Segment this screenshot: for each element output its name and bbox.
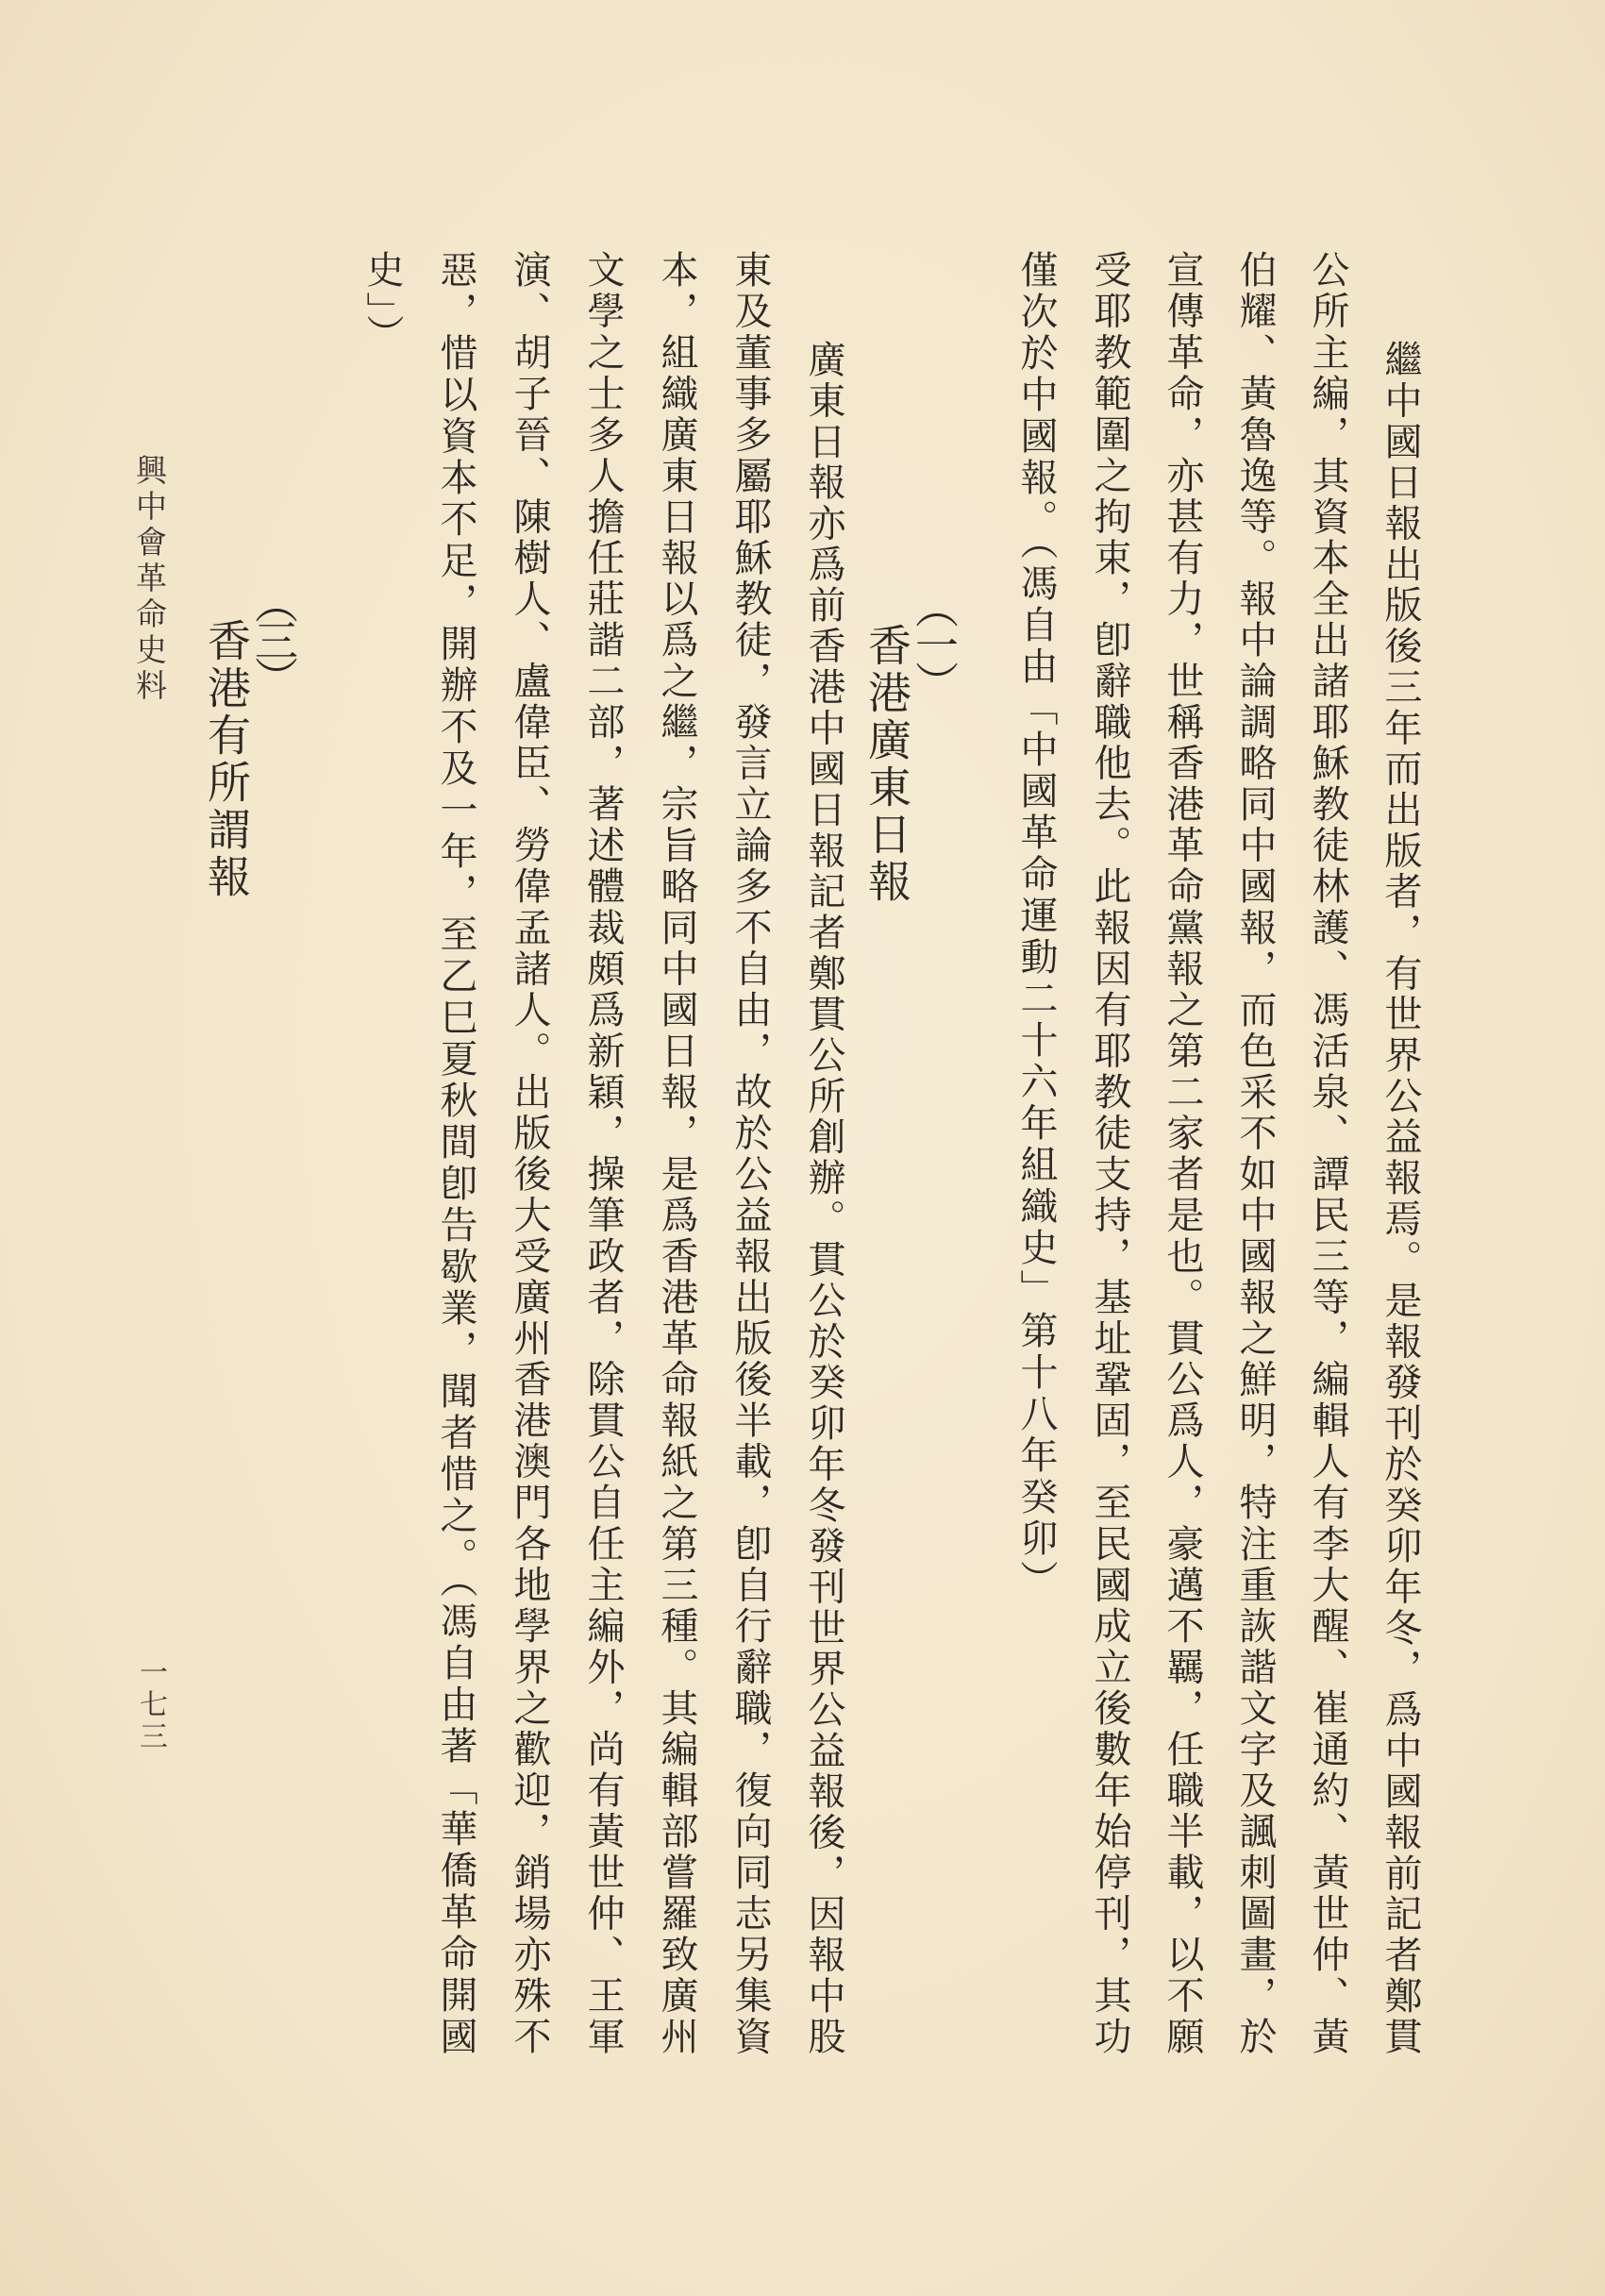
text-column: 史」） — [360, 250, 404, 356]
text-column: 惡，惜以資本不足，開辦不及一年，至乙巳夏秋間卽告歇業，聞者惜之。（馮自由著「華僑革命開國 — [434, 250, 477, 2054]
page-number: 一七三 — [134, 1657, 167, 1753]
section-number: （三） — [248, 580, 299, 694]
running-title: 興中會革命史料 — [131, 454, 168, 705]
section-heading — [201, 580, 299, 901]
text-column: 東及董事多屬耶穌教徒，發言立論多不自由，故於公益報出版後半載，卽自行辭職，復向同志另集資 — [728, 250, 772, 2054]
text-column: 演、胡子晉、陳樹人、盧偉臣、勞偉孟諸人。出版後大受廣州香港澳門各地學界之歡迎，銷場亦殊不 — [508, 250, 551, 2054]
text-column: 文學之士多人擔任莊諧二部，著述體裁頗爲新穎，操筆政者，除貫公自任主編外，尚有黃世仲、王軍 — [581, 250, 625, 2054]
section-number: （一） — [909, 585, 960, 698]
section-title: 香港廣東日報 — [861, 623, 912, 906]
text-column: 僅次於中國報。（馮自由「中國革命運動二十六年組織史」第十八年癸卯） — [1014, 250, 1058, 1601]
text-column: 繼中國日報出版後三年而出版者，有世界公益報焉。是報發刊於癸卯年冬，爲中國報前記者鄭貫 — [1379, 340, 1422, 2054]
section-title: 香港有所謂報 — [201, 618, 252, 901]
text-column: 宣傳革命，亦甚有力，世稱香港革命黨報之第二家者是也。貫公爲人，豪邁不羈，任職半載，以不願 — [1161, 250, 1204, 2054]
text-column: 本，組織廣東日報以爲之繼，宗旨略同中國日報，是爲香港革命報紙之第三種。其編輯部嘗羅致廣州 — [655, 250, 698, 2054]
text-column: 公所主編，其資本全出諸耶穌教徒林護、馮活泉、譚民三等，編輯人有李大醒、崔通約、黃世仲、黃 — [1306, 250, 1349, 2054]
text-column: 伯耀、黃魯逸等。報中論調略同中國報，而色采不如中國報之鮮明，特注重詼諧文字及諷刺圖畫，於 — [1233, 250, 1277, 2054]
section-heading — [861, 585, 960, 906]
text-column: 廣東日報亦爲前香港中國日報記者鄭貫公所創辦。貫公於癸卯年冬發刊世界公益報後，因報中股 — [802, 340, 845, 2054]
text-column: 受耶教範圍之拘束，卽辭職他去。此報因有耶教徒支持，基址鞏固，至民國成立後數年始停刊，其功 — [1088, 250, 1131, 2054]
